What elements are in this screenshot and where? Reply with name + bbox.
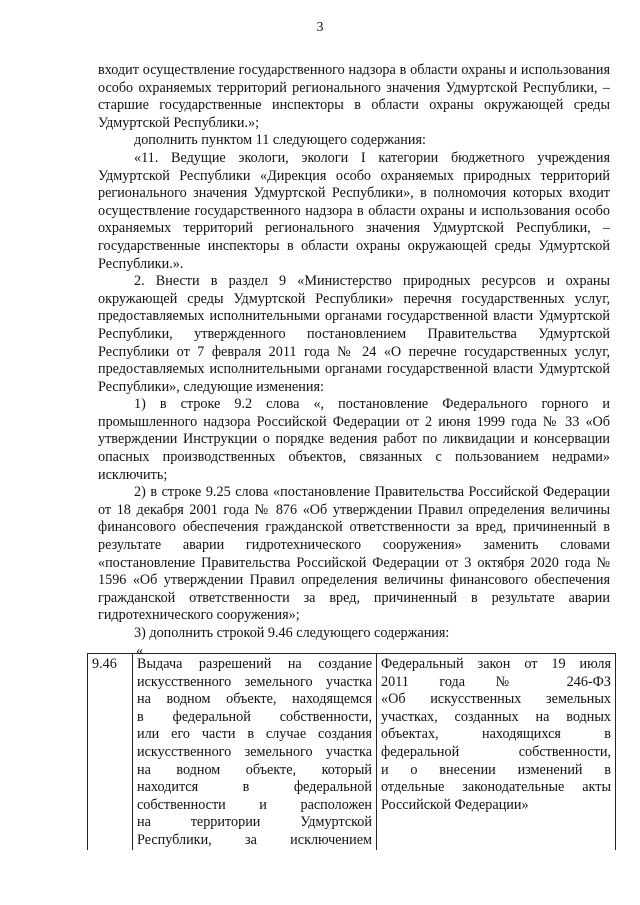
legal-basis-cell bbox=[377, 654, 616, 850]
paragraph: 3) дополнить строкой 9.46 следующего содержания: bbox=[134, 625, 450, 641]
opening-quote: « bbox=[136, 642, 144, 659]
cell-line: или его части в случае создания bbox=[137, 726, 372, 743]
cell-line: и о внесении изменений в bbox=[381, 761, 611, 778]
cell-line: на водном объекте, находящемся bbox=[137, 691, 372, 708]
cell-line: Российской Федерации» bbox=[381, 796, 529, 813]
document-body bbox=[98, 62, 610, 659]
cell-line: на водном объекте, который bbox=[137, 761, 372, 778]
cell-line: отдельные законодательные акты bbox=[381, 779, 611, 796]
cell-line: искусственного земельного участка bbox=[137, 673, 372, 690]
cell-line: объектах, находящихся в bbox=[381, 726, 611, 743]
cell-line: на территории Удмуртской bbox=[137, 814, 372, 831]
paragraph: входит осуществление государственного надзора в области охраны и использования особо охраняемых территорий регионального значения Удмуртской Республики, – старшие государственные инспекторы в области охраны окружающей среды Удмуртской Республики.»; bbox=[98, 62, 610, 131]
cell-line: находится в федеральной bbox=[137, 779, 372, 796]
row-number: 9.46 bbox=[88, 654, 133, 850]
cell-line: в федеральной собственности, bbox=[137, 708, 372, 725]
cell-line: федеральной собственности, bbox=[381, 743, 611, 760]
paragraph: 2) в строке 9.25 слова «постановление Правительства Российской Федерации от 18 декабря 2001 года № 876 «Об утверждении Правил определения величины финансового обеспечения гражданской ответственности за вред, причиненный в результате аварии гидротехнического сооружения» заменить словами «постановление Правительства Российской Федерации от 3 октября 2020 года № 1596 «Об утверждении Правил определения величины финансового обеспечения гражданской ответственности за вред, причиненный в результате аварии гидротехнического сооружения»; bbox=[98, 484, 610, 624]
cell-line: участках, созданных на водных bbox=[381, 708, 611, 725]
paragraph: «11. Ведущие экологи, экологи I категории бюджетного учреждения Удмуртской Республики «Дирекция особо охраняемых природных территорий регионального значения Удмуртской Республики», в полномочия которых входит осуществление государственного надзора в области охраны и использования особо охраняемых территорий регионального значения Удмуртской Республики, – государственные инспекторы в области охраны окружающей среды Удмуртской Республики.». bbox=[98, 149, 610, 272]
cell-line: искусственного земельного участка bbox=[137, 743, 372, 760]
page-number: 3 bbox=[316, 20, 324, 35]
cell-line: собственности и расположен bbox=[137, 796, 372, 813]
cell-line: Республики, за исключением bbox=[137, 831, 372, 848]
paragraph: 1) в строке 9.2 слова «, постановление Федерального горного и промышленного надзора Российской Федерации от 2 июня 1999 года № 33 «Об утверждении Инструкции о порядке ведения работ по ликвидации и консервации опасных производственных объектов, связанных с пользованием недрами» исключить; bbox=[98, 396, 610, 483]
table-row bbox=[88, 654, 616, 850]
paragraph: дополнить пунктом 11 следующего содержания: bbox=[134, 132, 426, 149]
amendment-table bbox=[87, 653, 616, 850]
paragraph: 2. Внести в раздел 9 «Министерство природных ресурсов и охраны окружающей среды Удмуртской Республики» перечня государственных услуг, предоставляемых исполнительными органами государственной власти Удмуртской Республики, утвержденного постановлением Правительства Удмуртской Республики от 7 февраля 2011 года № 24 «О перечне государственных услуг, предоставляемых исполнительными органами государственной власти Удмуртской Республики», следующие изменения: bbox=[98, 273, 610, 395]
cell-line: Федеральный закон от 19 июля bbox=[381, 656, 611, 672]
cell-line: Выдача разрешений на создание bbox=[137, 656, 372, 672]
cell-line: 2011 года № 246-ФЗ bbox=[381, 673, 611, 690]
service-description-cell bbox=[133, 654, 377, 850]
cell-line: «Об искусственных земельных bbox=[381, 691, 611, 708]
